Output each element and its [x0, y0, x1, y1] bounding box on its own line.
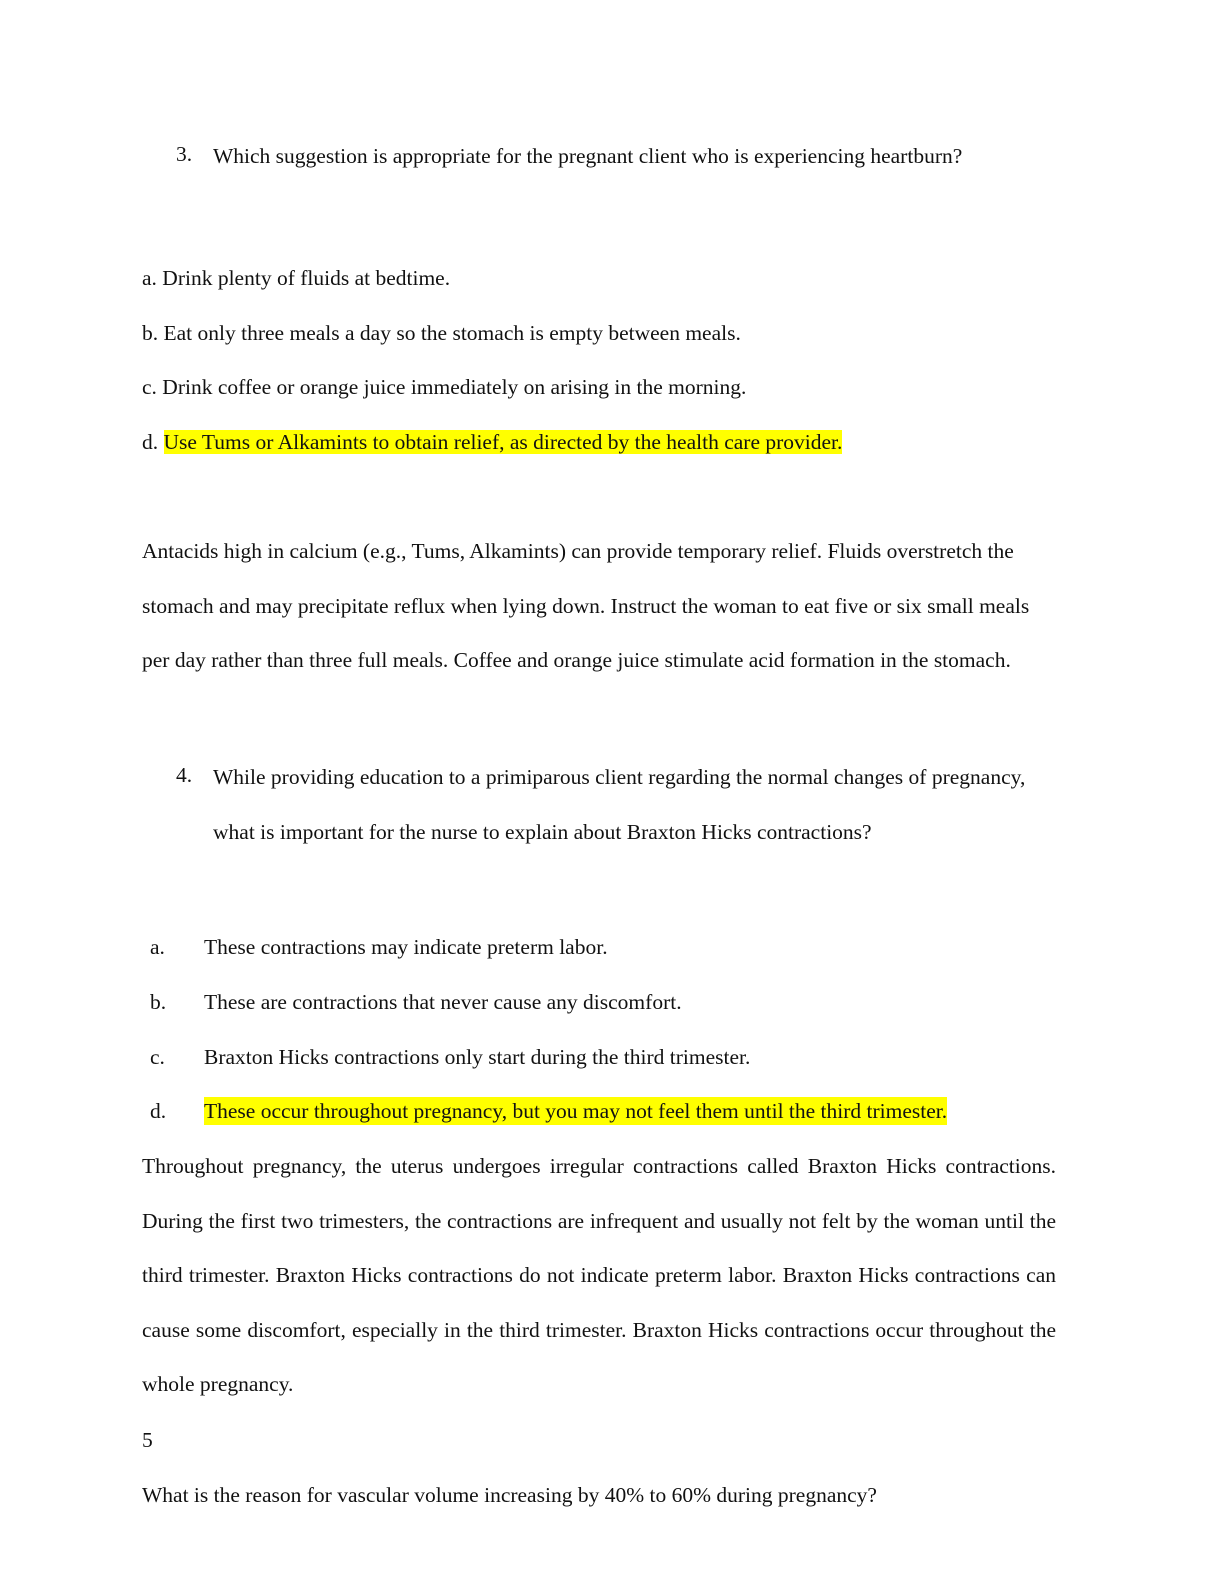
question-3-number: 3. [176, 142, 193, 166]
question-4-option-a-prefix: a. [150, 935, 165, 959]
question-4-option-c-prefix: c. [150, 1045, 165, 1069]
highlighted-correct-answer: Use Tums or Alkamints to obtain relief, as directed by the health care provider. [163, 430, 843, 454]
option-text: Drink coffee or orange juice immediately on arising in the morning. [162, 375, 747, 399]
question-4-text: While providing education to a primiparous client regarding the normal changes of pregnancy, what is important for the nurse to explain about Braxton Hicks contractions? [213, 765, 1026, 844]
question-4-number: 4. [176, 763, 193, 787]
option-prefix: a. [142, 266, 157, 290]
question-3-option-a [142, 264, 450, 292]
question-4-option-b-text: These are contractions that never cause any discomfort. [204, 990, 682, 1014]
question-4-option-d-prefix: d. [150, 1099, 167, 1123]
question-5-number: 5 [142, 1428, 153, 1452]
option-prefix: b. [142, 321, 159, 345]
question-4-rationale: Throughout pregnancy, the uterus undergoes irregular contractions called Braxton Hicks contractions. During the first two trimesters, the contractions are infrequent and usually not felt by the woman until the third trimester. Braxton Hicks contractions do not indicate preterm labor. Braxton Hicks contractions can cause some discomfort, especially in the third trimester. Braxton Hicks contractions occur throughout the whole pregnancy. [142, 1154, 1056, 1397]
question-4-option-b-prefix: b. [150, 990, 167, 1014]
question-3-text: Which suggestion is appropriate for the pregnant client who is experiencing heartburn? [213, 144, 963, 168]
question-4-option-a-text: These contractions may indicate preterm labor. [204, 935, 608, 959]
highlighted-correct-answer: These occur throughout pregnancy, but you may not feel them until the third trimester. [204, 1099, 948, 1123]
question-3-rationale: Antacids high in calcium (e.g., Tums, Alkamints) can provide temporary relief. Fluids overstretch the stomach and may precipitate reflux when lying down. Instruct the woman to eat five or six small meals per day rather than three full meals. Coffee and orange juice stimulate acid formation in the stomach. [142, 539, 1030, 673]
option-text: Drink plenty of fluids at bedtime. [162, 266, 451, 290]
question-3-option-b [142, 319, 741, 347]
option-text: Eat only three meals a day so the stomach is empty between meals. [163, 321, 741, 345]
question-3-option-d [142, 428, 842, 456]
question-5-text: What is the reason for vascular volume increasing by 40% to 60% during pregnancy? [142, 1483, 877, 1507]
question-4-option-c-text: Braxton Hicks contractions only start during the third trimester. [204, 1045, 751, 1069]
option-prefix: c. [142, 375, 157, 399]
option-prefix: d. [142, 430, 159, 454]
question-3-option-c [142, 373, 746, 401]
